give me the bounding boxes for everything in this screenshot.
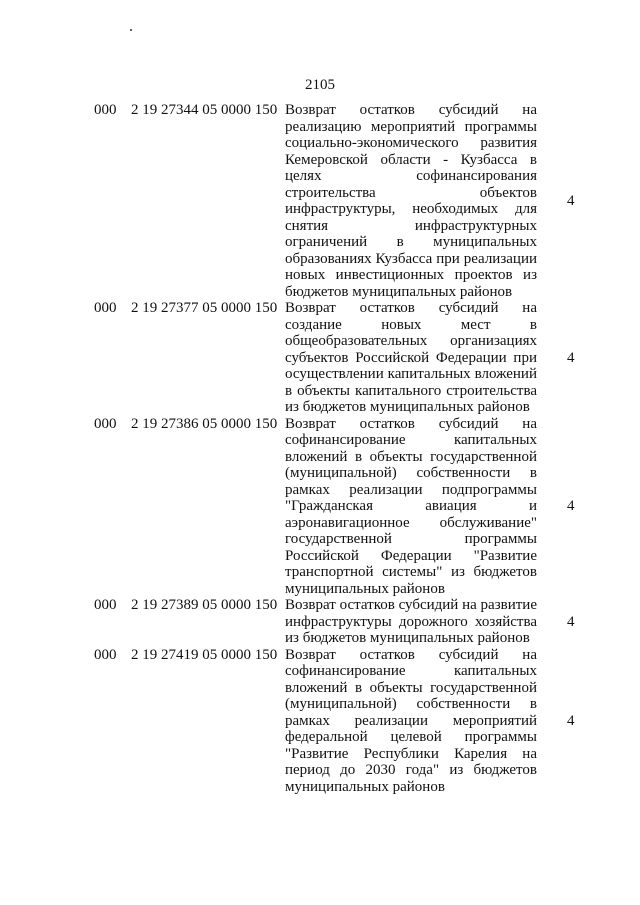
admin-code: 000 xyxy=(94,646,117,663)
income-description: Возврат остатков субсидий на развитие инфраструктуры дорожного хозяйства из бюджетов муниципальных районов xyxy=(285,597,537,646)
income-description: Возврат остатков субсидий на реализацию мероприятий программы социально-экономического развития Кемеровской области - Кузбасса в целях софинансирования строительства объектов инфраструктуры, необходимых для снятия инфраструктурных ограничений в муниципальных образованиях Кузбасса при реализации новых инвестиционных проектов из бюджетов муниципальных районов xyxy=(285,102,537,300)
scan-speck xyxy=(130,29,132,31)
page-number: 2105 xyxy=(305,77,335,93)
admin-code: 000 xyxy=(94,300,117,316)
table-row xyxy=(0,416,640,598)
income-description: Возврат остатков субсидий на софинансирование капитальных вложений в объекты государственной (муниципальной) собственности в рамках реализации мероприятий федеральной целевой программы "Развитие Республики Карелия на период до 2030 года" из бюджетов муниципальных районов xyxy=(285,646,537,795)
allocation-norm: 4 xyxy=(567,498,575,514)
income-description: Возврат остатков субсидий на софинансирование капитальных вложений в объекты государственной (муниципальной) собственности в рамках реализации подпрограммы "Гражданская авиация и аэронавигационное обслуживание" государственной программы Российской Федерации "Развитие транспортной системы" из бюджетов муниципальных районов xyxy=(285,415,537,597)
income-description: Возврат остатков субсидий на создание новых мест в общеобразовательных организациях субъектов Российской Федерации при осуществлении капитальных вложений в объекты капитального строительства из бюджетов муниципальных районов xyxy=(285,300,537,415)
allocation-norm: 4 xyxy=(567,712,575,729)
table-row xyxy=(0,647,640,796)
admin-code: 000 xyxy=(94,597,117,613)
budget-classification-code: 2 19 27386 05 0000 150 xyxy=(131,415,278,432)
budget-classification-code: 2 19 27344 05 0000 150 xyxy=(131,102,278,118)
allocation-norm: 4 xyxy=(567,192,575,209)
admin-code: 000 xyxy=(94,415,117,432)
budget-classification-code: 2 19 27389 05 0000 150 xyxy=(131,597,278,613)
table-row xyxy=(0,597,640,647)
table-row xyxy=(0,300,640,416)
budget-code-table xyxy=(0,102,640,795)
table-row xyxy=(0,102,640,300)
budget-classification-code: 2 19 27419 05 0000 150 xyxy=(131,646,278,663)
admin-code: 000 xyxy=(94,102,117,118)
budget-classification-code: 2 19 27377 05 0000 150 xyxy=(131,300,278,316)
allocation-norm: 4 xyxy=(567,349,575,366)
allocation-norm: 4 xyxy=(567,613,575,630)
